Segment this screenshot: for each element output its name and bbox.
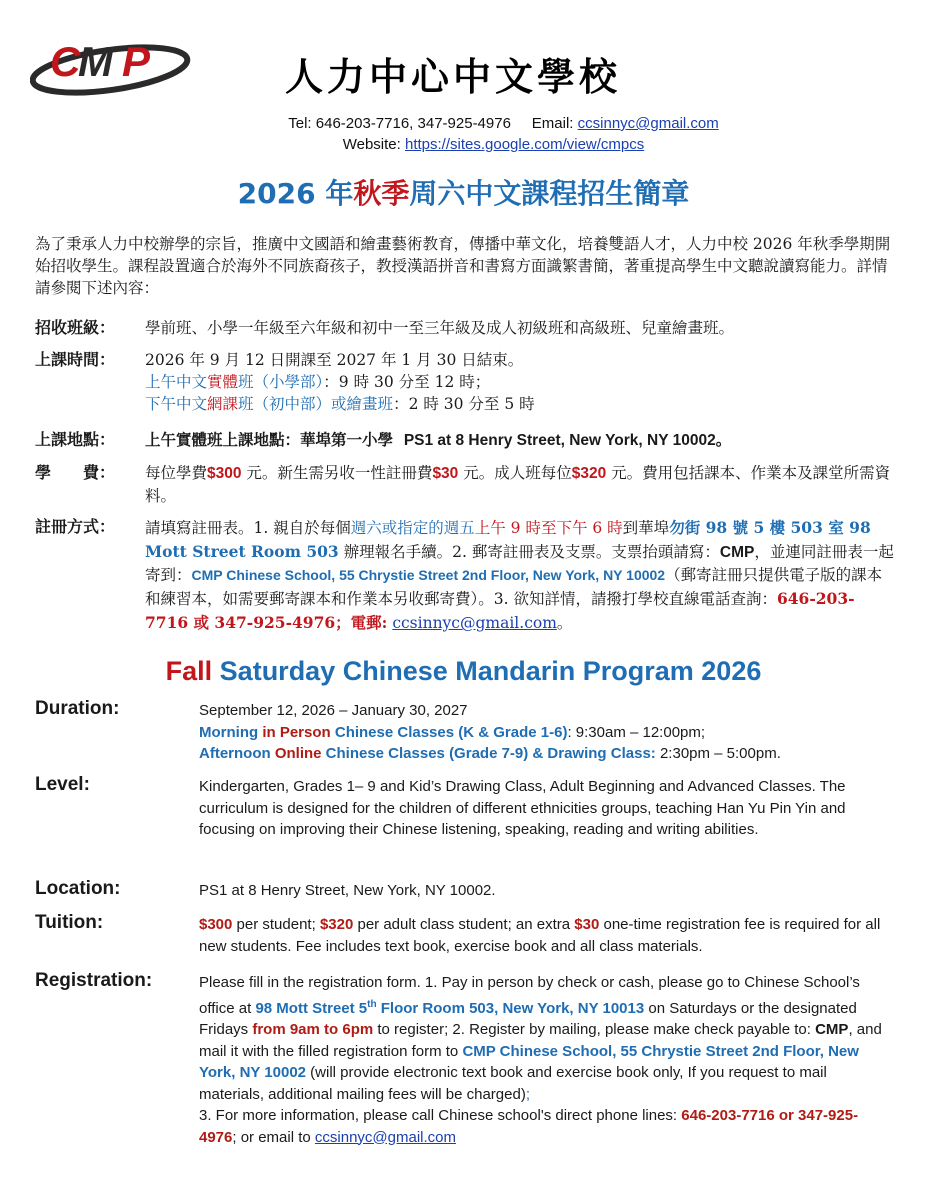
website-line — [0, 136, 927, 153]
email-label: Email: — [531, 115, 574, 132]
zh-time-dates: 2026 年 9 月 12 日開課至 2027 年 1 月 30 日結束。 — [145, 351, 524, 369]
en-registration-text: Please fill in the registration form. 1. Pay in person by check or cash, please go to Chinese School’s office at 98 Mott Street 5th Floor Room 503, New York, NY 10013 on Saturdays or the designated Fridays from 9am to 6pm to register; 2. Register by mailing, please make check payable to: CMP, and mail it with the filled registration form to CMP Chinese School, 55 Chrystie Street 2nd Floor, New York, NY 10002 (will provide electronic text book and exercise book only, If you request to mail materials, additional mailing fees will be charged); 3. For more information, please call Chinese school's direct phone lines: 646-203-7716 or 347-925-4976; or email to ccsinnyc@gmail.com — [199, 974, 882, 1146]
svg-text:M: M — [78, 38, 113, 85]
en-duration-dates: September 12, 2026 – January 30, 2027 — [199, 702, 468, 719]
en-level-row — [35, 774, 895, 841]
zh-registration-text: 請填寫註冊表。1. 親自於每個週六或指定的週五上午 9 時至下午 6 時到華埠勿街 98 號 5 樓 503 室 98 Mott Street Room 503 辦理報名手續。2. 郵寄註冊表及支票。支票抬頭請寫：CMP，並連同註冊表一起寄到：CMP Chinese School, 55 Chrystie Street 2nd Floor, New York, NY 10002（郵寄註冊只提供電子版的課本和練習本，如需要郵寄課本和作業本另收郵寄費）。3. 欲知詳情，請撥打學校直線電話查詢：646-203-7716 或 347-925-4976；電郵: ccsinnyc@gmail.com。 — [145, 518, 894, 632]
tel-numbers: 646-203-7716, 347-925-4976 — [315, 115, 511, 132]
zh-time-morning: 上午中文實體班（小學部）：9 時 30 分至 12 時； — [145, 373, 491, 391]
zh-tuition-label: 學 費： — [35, 463, 116, 482]
en-tuition-label: Tuition: — [35, 912, 104, 933]
title-en-rest: Saturday Chinese Mandarin Program 2026 — [219, 656, 762, 686]
title-zh-rest: 周六中文課程招生簡章 — [409, 177, 690, 210]
zh-location-row — [35, 429, 895, 452]
zh-time-row — [35, 349, 895, 415]
zh-tuition-row — [35, 462, 895, 507]
email-link[interactable]: ccsinnyc@gmail.com — [577, 115, 719, 132]
en-registration-row — [35, 970, 895, 1148]
english-title — [0, 656, 927, 687]
zh-registration-row — [35, 516, 895, 635]
zh-classes-text: 學前班、小學一年級至六年級和初中一至三年級及成人初級班和高級班、兒童繪畫班。 — [145, 319, 735, 337]
tel-label: Tel: — [288, 115, 312, 132]
en-level-text: Kindergarten, Grades 1– 9 and Kid’s Drawing Class, Adult Beginning and Advanced Classes. The curriculum is designed for the children of different ethnicities groups, teaching Han Yu Pin Yin and focusing on improving their Chinese listening, speaking, reading and writing abilities. — [199, 778, 846, 838]
zh-classes-row — [35, 317, 895, 339]
en-duration-morning: Morning in Person Chinese Classes (K & Grade 1-6): 9:30am – 12:00pm; — [199, 723, 706, 741]
en-level-label: Level: — [35, 774, 90, 795]
en-location-row — [35, 878, 895, 902]
website-link[interactable]: https://sites.google.com/view/cmpcs — [405, 136, 645, 153]
en-duration-row — [35, 698, 895, 765]
intro-paragraph: 為了秉承人力中校辦學的宗旨，推廣中文國語和繪畫藝術教育，傳播中華文化，培養雙語人才，人力中校 2026 年秋季學期開始招收學生。課程設置適合於海外不同族裔孩子，教授漢語拼音和書寫方面識繁書簡，著重提高學生中文聽說讀寫能力。詳情請參閱下述內容： — [35, 235, 891, 297]
zh-registration-label: 註冊方式： — [35, 517, 116, 536]
website-label: Website: — [342, 136, 401, 153]
chinese-title — [0, 172, 927, 212]
en-tuition-row — [35, 912, 895, 957]
zh-email-link[interactable]: ccsinnyc@gmail.com — [392, 614, 557, 632]
en-duration-label: Duration: — [35, 698, 120, 719]
title-zh-season: 秋季 — [353, 177, 410, 210]
zh-time-afternoon: 下午中文網課班（初中部）或繪畫班：2 時 30 分至 5 時 — [145, 395, 535, 413]
en-location-text: PS1 at 8 Henry Street, New York, NY 10002. — [199, 882, 496, 899]
en-tuition-text: $300 per student; $320 per adult class student; an extra $30 one-time registration fee is required for all new students. Fee includes text book, exercise book and all class materials. — [199, 916, 881, 955]
school-name: 人力中心中文學校 — [285, 55, 622, 99]
zh-tuition-text: 每位學費$300 元。新生需另收一性註冊費$30 元。成人班每位$320 元。費用包括課本、作業本及課堂所需資料。 — [145, 464, 891, 505]
en-registration-label: Registration: — [35, 970, 153, 991]
en-email-link[interactable]: ccsinnyc@gmail.com — [314, 1128, 456, 1146]
contact-line — [0, 115, 927, 132]
en-location-label: Location: — [35, 878, 121, 899]
title-zh-year: 2026 年 — [237, 177, 354, 210]
zh-location-label: 上課地點： — [35, 430, 116, 449]
svg-text:P: P — [122, 38, 151, 85]
zh-location-address: PS1 at 8 Henry Street, New York, NY 10002。 — [403, 432, 732, 449]
title-en-fall: Fall — [165, 656, 213, 686]
zh-classes-label: 招收班級： — [35, 318, 116, 337]
zh-location-text: 上午實體班上課地點：華埠第一小學 — [145, 431, 394, 449]
zh-time-label: 上課時間： — [35, 350, 116, 369]
svg-text:C: C — [50, 38, 81, 85]
en-duration-afternoon: Afternoon Online Chinese Classes (Grade 7-9) & Drawing Class: 2:30pm – 5:00pm. — [199, 745, 781, 762]
cmp-logo — [30, 28, 200, 98]
